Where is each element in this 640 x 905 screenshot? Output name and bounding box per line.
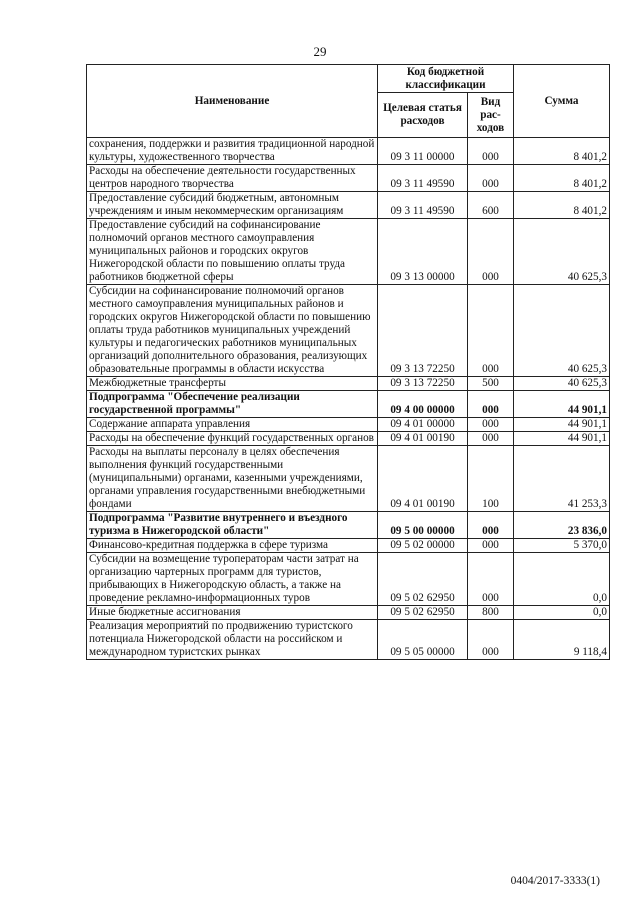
row-name: Расходы на выплаты персоналу в целях обеспечения выполнения функций государственными (муниципальными) органами, казенными учреждениями, органами управления государственными внебюджетными фондами bbox=[87, 446, 378, 512]
row-expense-kind: 800 bbox=[468, 606, 514, 620]
row-expense-kind: 000 bbox=[468, 138, 514, 165]
row-name: Содержание аппарата управления bbox=[87, 418, 378, 432]
table-row bbox=[87, 620, 610, 660]
row-target-article: 09 3 11 49590 bbox=[378, 192, 468, 219]
header-name: Наименование bbox=[87, 65, 378, 138]
row-target-article: 09 5 00 00000 bbox=[378, 512, 468, 539]
row-sum: 8 401,2 bbox=[514, 165, 610, 192]
row-sum: 44 901,1 bbox=[514, 391, 610, 418]
row-name: Межбюджетные трансферты bbox=[87, 377, 378, 391]
row-name: Реализация мероприятий по продвижению туристского потенциала Нижегородской области на российском и международном туристских рынках bbox=[87, 620, 378, 660]
row-target-article: 09 3 13 72250 bbox=[378, 377, 468, 391]
row-name: сохранения, поддержки и развития традиционной народной культуры, художественного творчества bbox=[87, 138, 378, 165]
row-name: Расходы на обеспечение деятельности государственных центров народного творчества bbox=[87, 165, 378, 192]
table-row bbox=[87, 446, 610, 512]
row-sum: 0,0 bbox=[514, 553, 610, 606]
row-target-article: 09 4 01 00000 bbox=[378, 418, 468, 432]
row-sum: 44 901,1 bbox=[514, 432, 610, 446]
row-target-article: 09 3 11 49590 bbox=[378, 165, 468, 192]
row-name: Финансово-кредитная поддержка в сфере туризма bbox=[87, 539, 378, 553]
row-sum: 9 118,4 bbox=[514, 620, 610, 660]
table-row bbox=[87, 553, 610, 606]
row-name: Предоставление субсидий на софинансирование полномочий органов местного самоуправления муниципальных районов и городских округов Нижегородской области по повышению оплаты труда работников бюджетной сферы bbox=[87, 219, 378, 285]
row-expense-kind: 000 bbox=[468, 512, 514, 539]
row-sum: 23 836,0 bbox=[514, 512, 610, 539]
header-sum: Сумма bbox=[514, 65, 610, 138]
row-expense-kind: 000 bbox=[468, 432, 514, 446]
row-sum: 8 401,2 bbox=[514, 138, 610, 165]
row-target-article: 09 4 01 00190 bbox=[378, 446, 468, 512]
header-target-article: Целевая статья расходов bbox=[378, 93, 468, 138]
row-expense-kind: 000 bbox=[468, 219, 514, 285]
table-row bbox=[87, 165, 610, 192]
row-name: Расходы на обеспечение функций государственных органов bbox=[87, 432, 378, 446]
row-sum: 44 901,1 bbox=[514, 418, 610, 432]
row-sum: 0,0 bbox=[514, 606, 610, 620]
row-expense-kind: 000 bbox=[468, 285, 514, 377]
table-row bbox=[87, 377, 610, 391]
row-expense-kind: 000 bbox=[468, 418, 514, 432]
header-code-group: Код бюджетной классификации bbox=[378, 65, 514, 93]
row-sum: 5 370,0 bbox=[514, 539, 610, 553]
table-row bbox=[87, 285, 610, 377]
row-expense-kind: 100 bbox=[468, 446, 514, 512]
row-target-article: 09 5 05 00000 bbox=[378, 620, 468, 660]
budget-table bbox=[86, 64, 610, 660]
row-name: Иные бюджетные ассигнования bbox=[87, 606, 378, 620]
row-target-article: 09 5 02 62950 bbox=[378, 606, 468, 620]
row-sum: 8 401,2 bbox=[514, 192, 610, 219]
row-target-article: 09 5 02 00000 bbox=[378, 539, 468, 553]
row-expense-kind: 600 bbox=[468, 192, 514, 219]
row-name: Подпрограмма "Развитие внутреннего и въездного туризма в Нижегородской области" bbox=[87, 512, 378, 539]
row-expense-kind: 000 bbox=[468, 620, 514, 660]
row-target-article: 09 3 13 00000 bbox=[378, 219, 468, 285]
page-number: 29 bbox=[313, 44, 327, 59]
row-target-article: 09 3 11 00000 bbox=[378, 138, 468, 165]
row-target-article: 09 3 13 72250 bbox=[378, 285, 468, 377]
row-name: Подпрограмма "Обеспечение реализации государственной программы" bbox=[87, 391, 378, 418]
table-row bbox=[87, 138, 610, 165]
row-target-article: 09 5 02 62950 bbox=[378, 553, 468, 606]
row-expense-kind: 000 bbox=[468, 391, 514, 418]
table-row bbox=[87, 192, 610, 219]
row-sum: 41 253,3 bbox=[514, 446, 610, 512]
table-row bbox=[87, 512, 610, 539]
table-row bbox=[87, 391, 610, 418]
header-expense-kind: Вид рас-ходов bbox=[468, 93, 514, 138]
table-row bbox=[87, 606, 610, 620]
table-row bbox=[87, 219, 610, 285]
row-sum: 40 625,3 bbox=[514, 377, 610, 391]
row-name: Субсидии на возмещение туроператорам части затрат на организацию чартерных программ для туристов, прибывающих в Нижегородскую область, а также на проведение рекламно-информационных туров bbox=[87, 553, 378, 606]
row-name: Предоставление субсидий бюджетным, автономным учреждениям и иным некоммерческим организациям bbox=[87, 192, 378, 219]
row-expense-kind: 000 bbox=[468, 165, 514, 192]
table-row bbox=[87, 432, 610, 446]
row-target-article: 09 4 00 00000 bbox=[378, 391, 468, 418]
row-name: Субсидии на софинансирование полномочий органов местного самоуправления муниципальных районов и городских округов Нижегородской области по повышению оплаты труда работников муниципальных учреждений культуры и педагогических работников муниципальных организаций дополнительного образования, реализующих образовательные программы в области искусства bbox=[87, 285, 378, 377]
table-row bbox=[87, 418, 610, 432]
row-target-article: 09 4 01 00190 bbox=[378, 432, 468, 446]
row-sum: 40 625,3 bbox=[514, 285, 610, 377]
row-expense-kind: 000 bbox=[468, 553, 514, 606]
table-body bbox=[87, 138, 610, 660]
table-row bbox=[87, 539, 610, 553]
row-expense-kind: 500 bbox=[468, 377, 514, 391]
row-sum: 40 625,3 bbox=[514, 219, 610, 285]
row-expense-kind: 000 bbox=[468, 539, 514, 553]
document-id: 0404/2017-3333(1) bbox=[510, 875, 600, 887]
